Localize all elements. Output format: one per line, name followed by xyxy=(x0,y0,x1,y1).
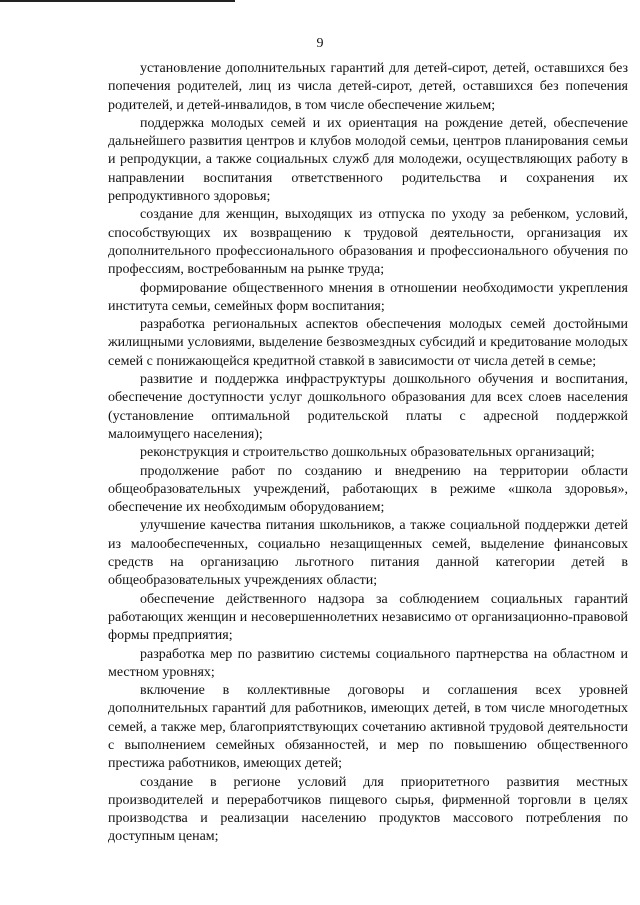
paragraph-collective-agreements: включение в коллективные договоры и соглашения всех уровней дополнительных гарантий для работников, имеющих детей, в том числе многодетных семей, а также мер, благоприятствующих сочетанию активной трудовой деятельности с выполнением семейных обязанностей, и мер по повышению общественного престижа работников, имеющих детей; xyxy=(108,683,628,772)
paragraph-local-producers: создание в регионе условий для приоритетного развития местных производителей и переработчиков пищевого сырья, фирменной торговли в целях производства и реализации населению продуктов массового потребления по доступным ценам; xyxy=(108,774,628,845)
paragraph-social-partnership: разработка мер по развитию системы социального партнерства на областном и местном уровнях; xyxy=(108,646,628,680)
header-rule xyxy=(0,0,235,2)
page-number: 9 xyxy=(316,36,324,51)
paragraph-school-nutrition: улучшение качества питания школьников, а также социальной поддержки детей из малообеспеченных, социально незащищенных семей, выделение финансовых средств на организацию льготного питания данной категории детей в общеобразовательных учреждениях области; xyxy=(108,518,628,589)
paragraph-preschool-infrastructure: развитие и поддержка инфраструктуры дошкольного обучения и воспитания, обеспечение доступности услуг дошкольного образования для всех слоев населения (установление оптимальной родительской платы с адресной поддержкой малоимущего населения); xyxy=(108,372,628,442)
paragraph-women-after-leave: создание для женщин, выходящих из отпуска по уходу за ребенком, условий, способствующих их возвращению к трудовой деятельности, организация их дополнительного профессионального образования и профессионального обучения по профессиям, востребованным на рынке труда; xyxy=(108,207,628,278)
paragraph-preschool-construction: реконструкция и строительство дошкольных образовательных организаций; xyxy=(140,445,595,461)
document-body xyxy=(108,60,628,847)
paragraph-public-opinion: формирование общественного мнения в отношении необходимости укрепления института семьи, семейных форм воспитания; xyxy=(108,280,628,314)
paragraph-young-families-support: поддержка молодых семей и их ориентация на рождение детей, обеспечение дальнейшего развития центров и клубов молодой семьи, центров планирования семьи и репродукции, а также социальных служб для молодежи, осуществляющих работу в направлении воспитания ответственного родительства и сохранения их репродуктивного здоровья; xyxy=(108,115,628,205)
paragraph-housing-aspects: разработка региональных аспектов обеспечения молодых семей достойными жилищными условиями, выделение безвозмездных субсидий и кредитование молодых семей с понижающейся кредитной ставкой в зависимости от числа детей в семье; xyxy=(108,317,628,369)
paragraph-orphan-guarantees: установление дополнительных гарантий для детей-сирот, детей, оставшихся без попечения родителей, лиц из числа детей-сирот, детей, оставшихся без попечения родителей, и детей-инвалидов, в том числе обеспечение жильем; xyxy=(108,61,628,113)
paragraph-labor-supervision: обеспечение действенного надзора за соблюдением социальных гарантий работающих женщин и несовершеннолетних независимо от организационно-правовой формы предприятия; xyxy=(108,591,628,644)
paragraph-health-schools: продолжение работ по созданию и внедрению на территории области общеобразовательных учреждений, работающих в режиме «школа здоровья», обеспечение их необходимым оборудованием; xyxy=(108,463,628,516)
